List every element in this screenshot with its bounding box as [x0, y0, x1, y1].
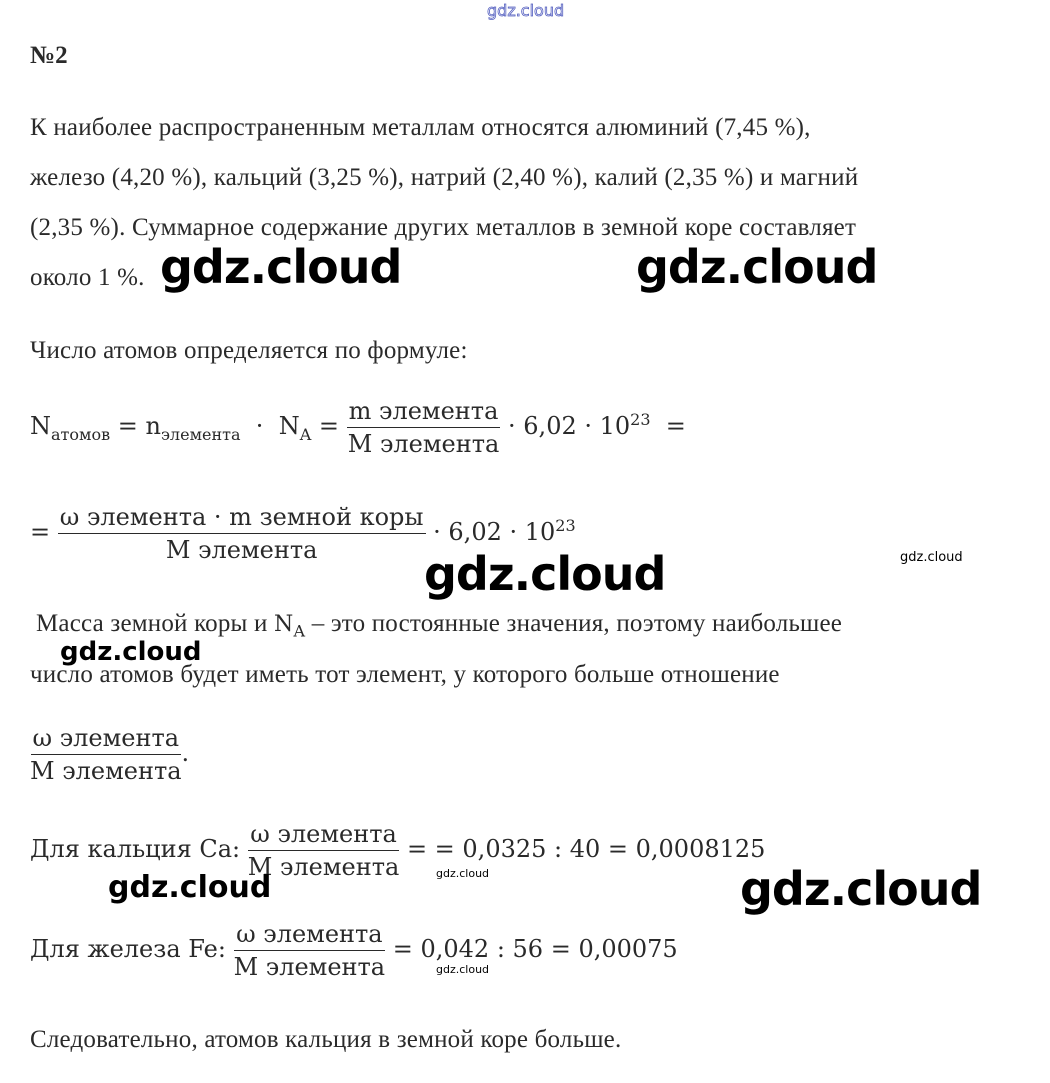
explanation-line-1: Масса земной коры и $N_A$ – это постоянные значения, поэтому наибольшее — [36, 610, 843, 641]
iron-calculation — [30, 920, 678, 981]
n-atoms-symbol: $N_{атомов}$ — [30, 412, 111, 444]
watermark-9: gdz.cloud — [436, 963, 490, 976]
equals-sign: = — [665, 412, 686, 440]
watermark-2: gdz.cloud — [636, 240, 878, 294]
avogadro-symbol: $N_A$ — [274, 612, 306, 641]
formula-intro: Число атомов определяется по формуле: — [30, 337, 468, 364]
watermark-8: gdz.cloud — [740, 862, 982, 916]
fraction-numerator: ω элемента — [31, 724, 182, 755]
fraction-numerator: m элемента — [347, 397, 501, 428]
watermark-5: gdz.cloud — [60, 637, 202, 667]
equals-sign: = — [318, 412, 340, 440]
watermark-4: gdz.cloud — [424, 547, 666, 601]
watermark-3: gdz.cloud — [900, 550, 963, 565]
watermark-6: gdz.cloud — [108, 870, 272, 905]
intro-line-2: железо (4,20 %), кальций (3,25 %), натрий (2,40 %), калий (2,35 %) и магний — [30, 164, 859, 191]
avogadro-value: · $6,02 \cdot 10^{23}$ — [508, 410, 651, 440]
ratio-fraction — [30, 724, 182, 785]
ratio-expression: $\frac{\text{ω элемента}}{\text{M элемента}}$ . — [30, 724, 190, 785]
n-element-symbol: $n_{элемента}$ — [145, 412, 241, 444]
fraction-denominator: M элемента — [30, 757, 182, 785]
intro-line-1: К наиболее распространенным металлам относятся алюминий (7,45 %), — [30, 114, 811, 141]
fraction-denominator: M элемента — [165, 536, 318, 564]
conclusion: Следовательно, атомов кальция в земной коре больше. — [30, 1026, 622, 1053]
fraction-numerator: ω элемента — [248, 820, 399, 851]
watermark-7: gdz.cloud — [436, 867, 490, 880]
calcium-label: Для кальция Ca: — [30, 835, 241, 863]
fraction-denominator: M элемента — [347, 430, 500, 458]
formula-1 — [30, 397, 686, 458]
mass-fraction-fraction — [58, 503, 426, 564]
explanation-line-2: число атомов будет иметь тот элемент, у которого больше отношение — [30, 661, 780, 688]
avogadro-value: · $6,02 \cdot 10^{23}$ — [433, 516, 576, 546]
avogadro-symbol: $N_A$ — [278, 412, 312, 444]
multiply-dot: · — [255, 412, 264, 440]
equals-sign: = — [117, 412, 138, 440]
fraction-denominator: M элемента — [247, 853, 400, 881]
task-number-heading: №2 — [30, 42, 68, 69]
watermark-top: gdz.cloud — [487, 1, 565, 20]
fraction-denominator: M элемента — [233, 953, 386, 981]
fraction-numerator: ω элемента — [234, 920, 385, 951]
intro-line-3: (2,35 %). Суммарное содержание других металлов в земной коре составляет — [30, 214, 857, 241]
watermark-1: gdz.cloud — [160, 240, 402, 294]
iron-label: Для железа Fe: — [30, 935, 226, 963]
intro-line-4: около 1 %. — [30, 264, 145, 291]
equals-sign: = — [30, 518, 51, 546]
mass-ratio-fraction — [347, 397, 501, 458]
fraction-numerator: ω элемента · m земной коры — [58, 503, 426, 534]
calcium-result: = = 0,0325 : 40 = 0,0008125 — [406, 835, 766, 863]
iron-result: = 0,042 : 56 = 0,00075 — [392, 935, 678, 963]
iron-fraction — [234, 920, 386, 981]
